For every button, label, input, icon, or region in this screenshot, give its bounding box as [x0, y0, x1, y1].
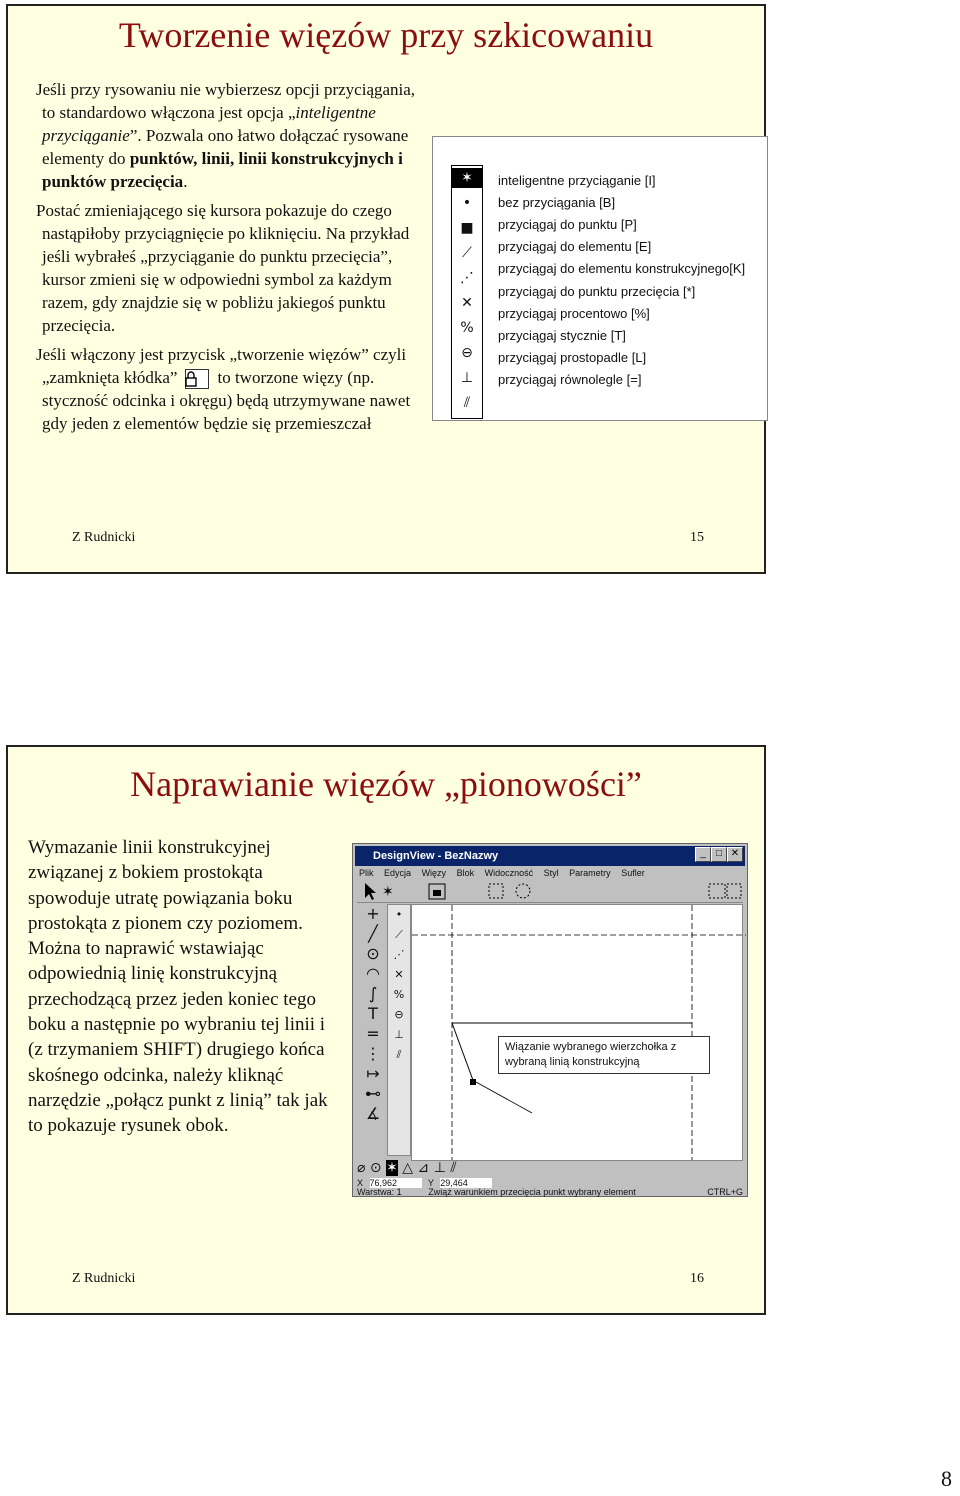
constraint-tangent-icon[interactable]: ⌀ — [357, 1160, 366, 1176]
menu-bar — [359, 868, 653, 878]
element-snap-icon[interactable]: ⟋ — [462, 245, 472, 261]
y-value: 29,464 — [440, 1178, 492, 1188]
constraint-perpendicular-icon[interactable]: ⊥ — [433, 1160, 446, 1176]
text-run: Jeśli włączony jest przycisk „tworzenie więzów” czyli „zamknięta kłódka” — [36, 345, 407, 387]
snap-element-icon[interactable]: ⟋ — [395, 928, 403, 941]
menu-edycja[interactable]: Edycja — [384, 868, 412, 878]
menu-widocznosc[interactable]: Widoczność — [484, 868, 534, 878]
slide-title: Naprawianie więzów „pionowości” — [130, 764, 642, 804]
footer-page: 16 — [690, 1271, 704, 1286]
equal-tool-icon[interactable]: = — [366, 1024, 380, 1043]
snap-item[interactable]: przyciągaj równolegle [=] — [498, 372, 642, 387]
circle-tool-icon[interactable]: ⊙ — [366, 944, 380, 963]
paragraph-1 — [36, 78, 431, 193]
callout-note: Wiązanie wybranego wierzchołka z wybraną linią konstrukcyjną — [498, 1036, 710, 1074]
toolbar — [357, 880, 743, 903]
intersection-snap-icon[interactable]: ✕ — [461, 295, 473, 311]
snap-item[interactable]: przyciągaj procentowo [%] — [498, 306, 650, 321]
arc-tool-icon[interactable]: ◠ — [366, 964, 380, 983]
construction-snap-icon[interactable]: ⋰ — [460, 270, 474, 286]
layer-indicator: Warstwa: 1 — [357, 1187, 402, 1197]
point-tool-icon[interactable]: + — [366, 904, 380, 923]
snap-item[interactable]: przyciągaj do elementu [E] — [498, 239, 652, 254]
snap-item[interactable]: bez przyciągania [B] — [498, 195, 616, 210]
text-run: ”. Pozwala ono łatwo dołączać rysowane elementy do — [42, 126, 409, 168]
text-run: Jeśli przy rysowaniu nie wybierzesz opcji przyciągania, to standardowo włączona jest opcja „ — [36, 80, 416, 122]
snap-menu-screenshot — [432, 136, 768, 421]
snap-item[interactable]: przyciągaj do elementu konstrukcyjnego[K] — [498, 261, 746, 276]
point-snap-icon[interactable]: ■ — [460, 220, 474, 236]
snap-item[interactable]: przyciągaj stycznie [T] — [498, 328, 626, 343]
x-label: X — [357, 1178, 364, 1188]
snap-point-icon[interactable]: • — [395, 908, 403, 921]
window-title: DesignView - BezNazwy — [355, 846, 745, 866]
snap-item[interactable]: przyciągaj do punktu [P] — [498, 217, 637, 232]
menu-wiezy[interactable]: Więzy — [421, 868, 447, 878]
text-run: związanej z bokiem prostokąta spowoduje utratę powiązania boku prostokąta z pionem czy poziomem. Można to naprawić wstawiając odpowiednią linię konstrukcyjną przechodzącą przez jeden koniec tego boku a następnie po wybraniu tej linii i (z trzymaniem SHIFT) drugiego końca skośnego odcinka, należy kliknąć narzędzie „połącz punkt z linią” tak jak to pokazuje rysunek obok. — [28, 862, 328, 1137]
spline-tool-icon[interactable]: ∫ — [368, 984, 378, 1003]
status-hint: Zwiąż warunkiem przecięcia punkt wybrany element — [428, 1187, 636, 1197]
no-snap-icon[interactable]: • — [462, 195, 472, 211]
italic-term: inteligentne przyciąganie — [42, 103, 376, 145]
snap-perpendicular-icon[interactable]: ⊥ — [394, 1028, 404, 1041]
line-tool-icon[interactable]: ╱ — [368, 924, 378, 943]
arrow-tool-icon[interactable] — [365, 883, 376, 900]
snap-item[interactable]: inteligentne przyciąganie [I] — [498, 173, 656, 188]
snap-parallel-icon[interactable]: ⫽ — [396, 1048, 402, 1061]
constraint-parallel-icon[interactable]: ⫽ — [450, 1160, 457, 1176]
slide-body — [36, 78, 431, 441]
paragraph-3 — [36, 343, 431, 435]
footer-author: Z Rudnicki — [72, 530, 136, 545]
percent-snap-icon[interactable]: % — [460, 320, 474, 336]
horizontal-dim-icon[interactable]: ↦ — [366, 1064, 380, 1083]
dimension-tool-icon[interactable]: ⊷ — [365, 1084, 381, 1103]
snap-item[interactable]: przyciągaj prostopadle [L] — [498, 350, 647, 365]
minimize-button[interactable]: _ — [695, 847, 711, 862]
shortcut-hint: CTRL+G — [707, 1187, 743, 1197]
menu-blok[interactable]: Blok — [456, 868, 475, 878]
parallel-snap-icon[interactable]: ⫽ — [463, 395, 471, 411]
draw-tools-column — [359, 904, 387, 1154]
connect-point-line-icon[interactable]: ✶ — [386, 1160, 398, 1176]
tangent-snap-icon[interactable]: ⊖ — [461, 345, 473, 361]
perpendicular-snap-icon[interactable]: ⊥ — [460, 370, 474, 386]
footer-author: Z Rudnicki — [72, 1271, 136, 1286]
x-value: 76,962 — [370, 1178, 422, 1188]
zoom-select-icon[interactable] — [709, 884, 741, 898]
close-button[interactable]: ✕ — [727, 847, 743, 862]
menu-styl[interactable]: Styl — [543, 868, 559, 878]
snap-icon-strip — [451, 165, 483, 419]
smart-snap-icon[interactable]: ✶ — [452, 168, 482, 188]
status-bar — [357, 1187, 743, 1197]
text-run: . — [183, 172, 188, 191]
lock-tool-icon[interactable] — [429, 884, 445, 899]
menu-plik[interactable]: Plik — [359, 868, 374, 878]
drawing-canvas[interactable] — [411, 904, 743, 1161]
dashed-select-icon[interactable] — [489, 884, 530, 898]
menu-sufler[interactable]: Sufler — [621, 868, 645, 878]
snap-tangent-icon[interactable]: ⊖ — [394, 1008, 404, 1021]
constraint-toolbar — [357, 1160, 743, 1178]
snap-intersection-icon[interactable]: ✕ — [394, 968, 404, 981]
constraint-angle-icon[interactable]: ⊿ — [417, 1160, 430, 1176]
snap-item[interactable]: przyciągaj do punktu przecięcia [*] — [498, 284, 696, 299]
angle-tool-icon[interactable]: ∡ — [365, 1104, 381, 1123]
maximize-button[interactable]: □ — [711, 847, 727, 862]
snap-percent-icon[interactable]: % — [393, 988, 405, 1001]
text-run: Wymazanie linii konstrukcyjnej — [28, 837, 271, 858]
menu-parametry[interactable]: Parametry — [569, 868, 611, 878]
slide-title: Tworzenie więzów przy szkicowaniu — [118, 15, 654, 55]
slide-16 — [6, 745, 766, 1315]
footer-page: 15 — [690, 530, 704, 545]
designview-window — [352, 843, 748, 1197]
lock-icon — [185, 369, 209, 389]
snap-construction-icon[interactable]: ⋰ — [393, 948, 405, 961]
constraint-triangle-icon[interactable]: △ — [402, 1160, 414, 1176]
bold-term: punktów, linii, linii konstrukcyjnych i punktów przecięcia — [42, 149, 403, 191]
paragraph-2: Postać zmieniającego się kursora pokazuje do czego nastąpiłoby przyciągnięcie po kliknięciu. Na przykład jeśli wybrałeś „przyciąganie do punktu przecięcia”, kursor zmieni się w odpowiedni symbol za każdym razem, gdy znajdzie się w pobliżu jakiegoś punktu przecięcia. — [36, 201, 410, 335]
page-number: 8 — [941, 1466, 952, 1491]
smart-snap-tool-icon[interactable] — [382, 884, 394, 900]
vertical-dim-icon[interactable]: ⋮ — [365, 1044, 381, 1063]
snap-tools-column — [387, 904, 411, 1156]
y-label: Y — [427, 1178, 434, 1188]
text-tool-icon[interactable]: T — [368, 1004, 378, 1023]
text-run: to tworzone więzy (np. styczność odcinka i okręgu) będą utrzymywane nawet gdy jeden z elementów będzie się przemieszczał — [42, 368, 411, 434]
constraint-circle-icon[interactable]: ⊙ — [369, 1160, 382, 1176]
slide-15 — [6, 4, 766, 574]
svg-text:✶: ✶ — [382, 884, 394, 900]
slide-body — [28, 835, 338, 1139]
